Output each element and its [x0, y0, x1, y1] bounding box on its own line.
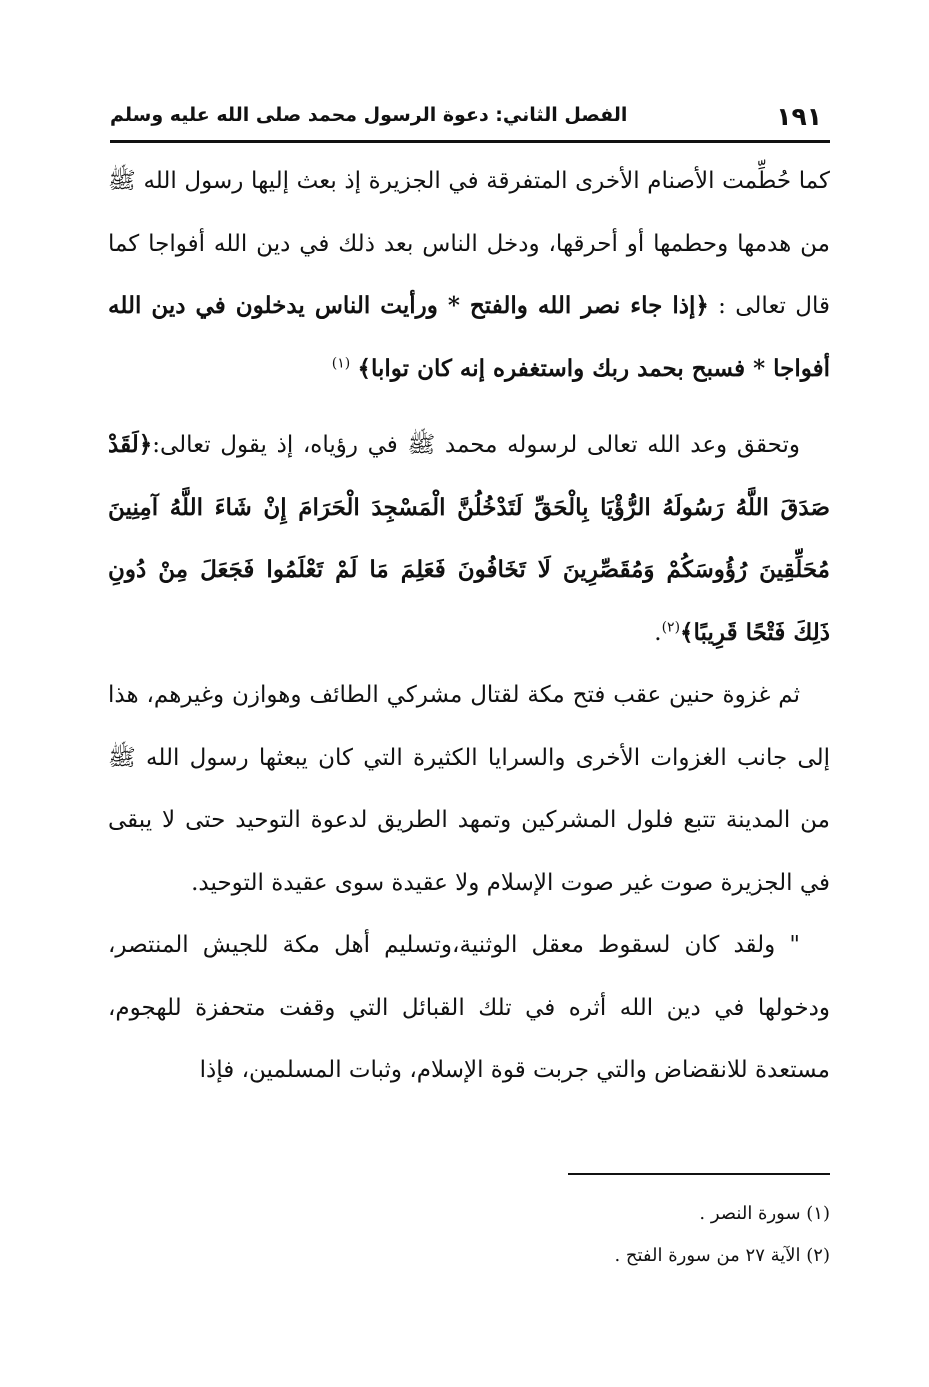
- paragraph-tail: .: [654, 619, 662, 646]
- paragraph-text: ثم غزوة حنين عقب فتح مكة لقتال مشركي الطائف وهوازن وغيرهم، هذا إلى جانب الغزوات الأخرى والسرايا الكثيرة التي كان يبعثها رسول الله ﷺ من المدينة تتبع فلول المشركين وتمهد الطريق لدعوة التوحيد حتى لا يبقى في الجزيرة صوت غير صوت الإسلام ولا عقيدة سوى عقيدة التوحيد.: [108, 682, 830, 896]
- footnote-divider: [568, 1173, 830, 1175]
- paragraph-text: كما حُطِّمت الأصنام الأخرى المتفرقة في الجزيرة إذ بعث إليها رسول الله ﷺ من هدمها وحطمها أو أحرقها، ودخل الناس بعد ذلك في دين الله أفواجا كما قال تعالى :: [108, 168, 830, 319]
- quran-verse: ﴿لَقَدْ صَدَقَ اللَّهُ رَسُولَهُ الرُّؤْيَا بِالْحَقِّ لَتَدْخُلُنَّ الْمَسْجِدَ الْحَرَامَ إِنْ شَاءَ اللَّهُ آمِنِينَ مُحَلِّقِينَ رُؤُوسَكُمْ وَمُقَصِّرِينَ لَا تَخَافُونَ فَعَلِمَ مَا لَمْ تَعْلَمُوا فَجَعَلَ مِنْ دُونِ ذَلِكَ فَتْحًا قَرِيبًا﴾: [108, 431, 830, 646]
- footnote-1: (١) سورة النصر .: [699, 1203, 830, 1224]
- footnotes: [108, 1193, 830, 1277]
- footnote-2: (٢) الآية ٢٧ من سورة الفتح .: [614, 1245, 830, 1266]
- paragraph-4: [108, 914, 830, 1102]
- footnote-reference: (١): [331, 354, 351, 371]
- body-text: [108, 150, 830, 1102]
- paragraph-text: " ولقد كان لسقوط معقل الوثنية،وتسليم أهل مكة للجيش المنتصر، ودخولها في دين الله أثره في تلك القبائل التي وقفت متحفزة للهجوم، مستعدة للانقضاض والتي جربت قوة الإسلام، وثبات المسلمين، فإذا: [108, 932, 830, 1083]
- page-number: ١٩١: [776, 102, 822, 131]
- running-title: الفصل الثاني: دعوة الرسول محمد صلى الله عليه وسلم: [110, 104, 628, 126]
- paragraph-3: [108, 664, 830, 914]
- quran-verse: ﴿إذا جاء نصر الله والفتح * ورأيت الناس يدخلون في دين الله أفواجا * فسبح بحمد ربك واستغفره إنه كان توابا﴾: [108, 292, 830, 382]
- paragraph-1: [108, 150, 830, 400]
- footnote-reference: (٢): [661, 618, 681, 635]
- paragraph-2: [108, 414, 830, 664]
- page-header: [110, 96, 830, 143]
- paragraph-text: وتحقق وعد الله تعالى لرسوله محمد ﷺ في رؤياه، إذ يقول تعالى:: [152, 432, 800, 458]
